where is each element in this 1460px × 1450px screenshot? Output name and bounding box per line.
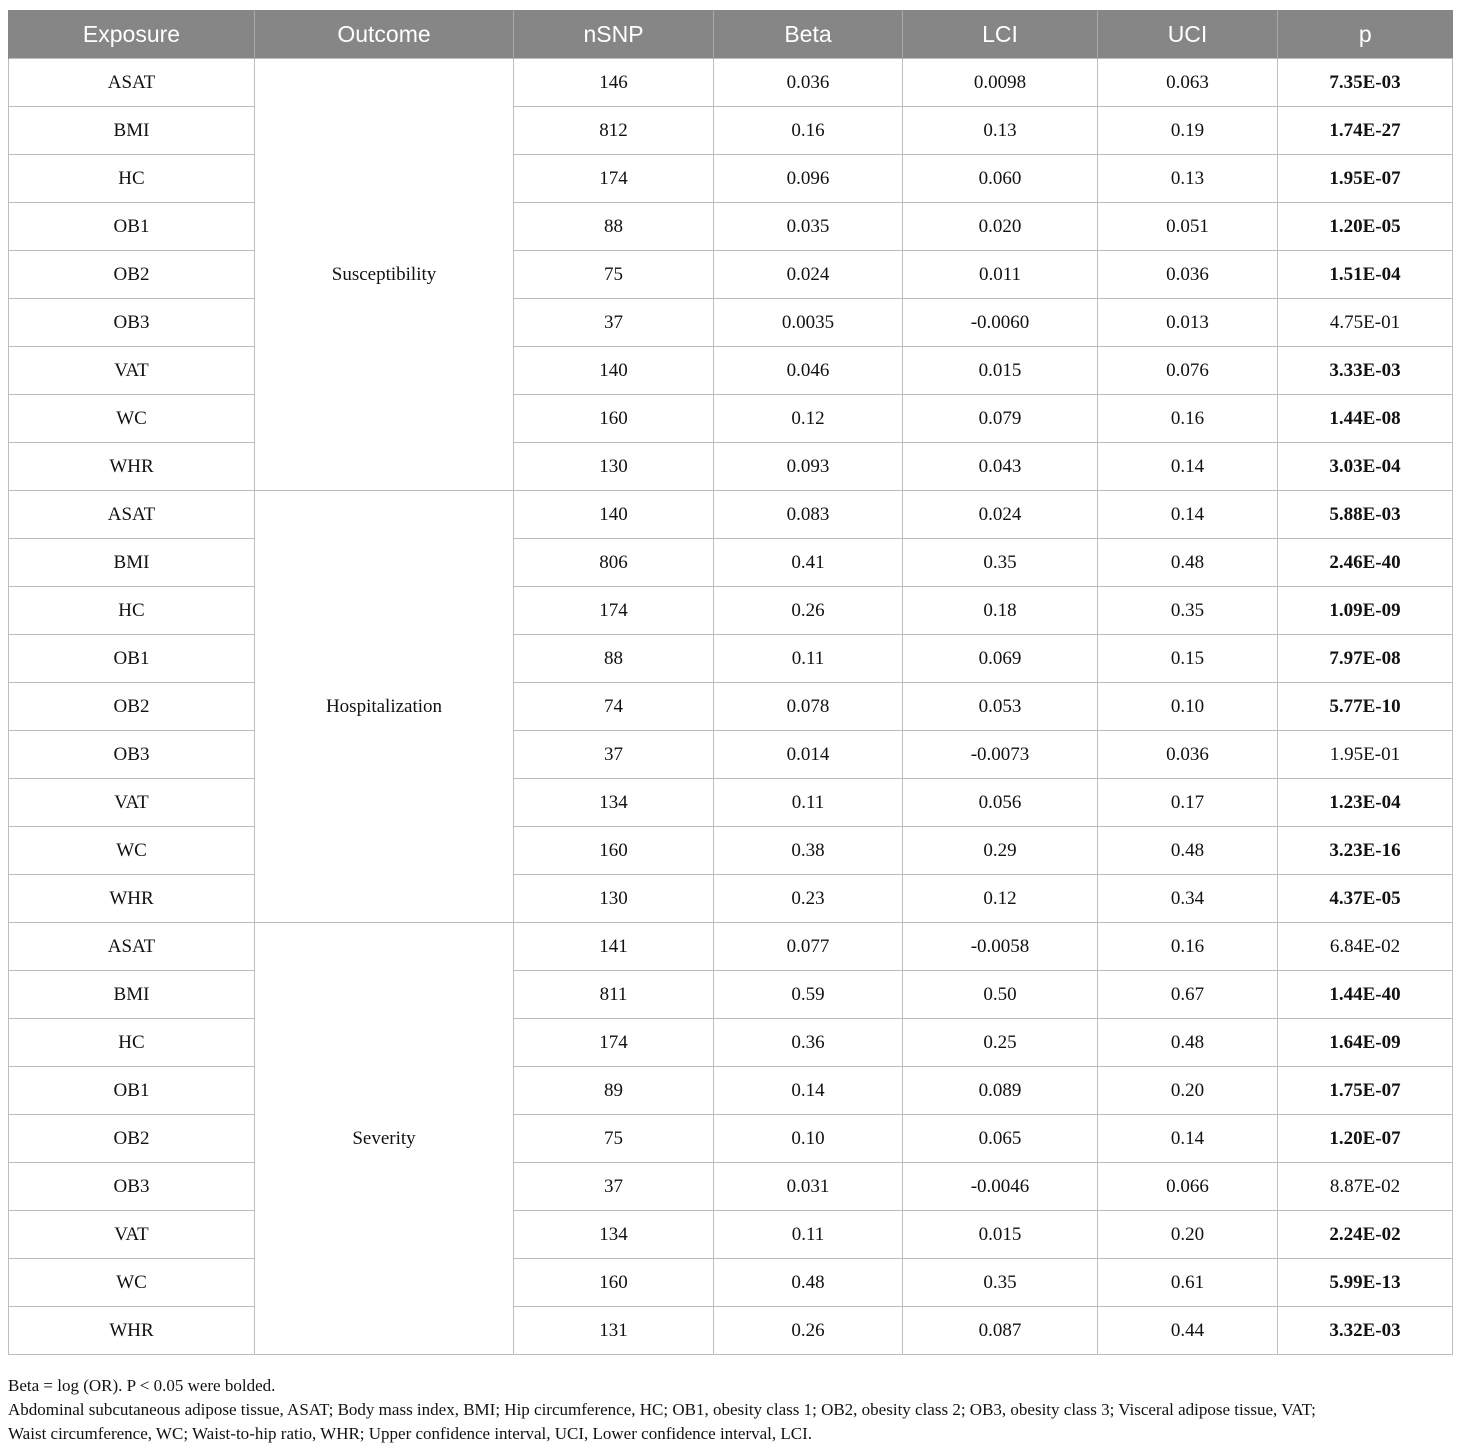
nsnp-cell: 140 [514,347,714,395]
nsnp-cell: 37 [514,1163,714,1211]
lci-cell: 0.043 [903,443,1098,491]
beta-cell: 0.41 [714,539,903,587]
nsnp-cell: 146 [514,59,714,107]
exposure-cell: HC [9,155,255,203]
p-value-cell: 1.23E-04 [1278,779,1453,827]
table-row [9,971,1453,1019]
p-value-cell: 1.74E-27 [1278,107,1453,155]
header-nsnp: nSNP [514,10,714,59]
uci-cell: 0.066 [1098,1163,1278,1211]
lci-cell: -0.0058 [903,923,1098,971]
beta-cell: 0.093 [714,443,903,491]
uci-cell: 0.14 [1098,443,1278,491]
table-row [9,347,1453,395]
nsnp-cell: 812 [514,107,714,155]
uci-cell: 0.076 [1098,347,1278,395]
beta-cell: 0.59 [714,971,903,1019]
p-value-cell: 1.20E-05 [1278,203,1453,251]
nsnp-cell: 134 [514,1211,714,1259]
p-value-cell: 5.99E-13 [1278,1259,1453,1307]
nsnp-cell: 130 [514,875,714,923]
nsnp-cell: 160 [514,395,714,443]
p-value-cell: 3.03E-04 [1278,443,1453,491]
table-row [9,107,1453,155]
table-row [9,59,1453,107]
uci-cell: 0.16 [1098,395,1278,443]
table-row [9,443,1453,491]
exposure-cell: BMI [9,539,255,587]
nsnp-cell: 131 [514,1307,714,1355]
lci-cell: 0.0098 [903,59,1098,107]
uci-cell: 0.61 [1098,1259,1278,1307]
exposure-cell: WHR [9,875,255,923]
nsnp-cell: 174 [514,1019,714,1067]
exposure-cell: VAT [9,1211,255,1259]
p-value-cell: 5.88E-03 [1278,491,1453,539]
uci-cell: 0.14 [1098,1115,1278,1163]
nsnp-cell: 89 [514,1067,714,1115]
uci-cell: 0.13 [1098,155,1278,203]
p-value-cell: 4.75E-01 [1278,299,1453,347]
nsnp-cell: 37 [514,731,714,779]
table-row [9,779,1453,827]
beta-cell: 0.10 [714,1115,903,1163]
table-row [9,1259,1453,1307]
p-value-cell: 3.33E-03 [1278,347,1453,395]
p-value-cell: 1.51E-04 [1278,251,1453,299]
uci-cell: 0.35 [1098,587,1278,635]
uci-cell: 0.17 [1098,779,1278,827]
exposure-cell: OB2 [9,251,255,299]
table-row [9,395,1453,443]
beta-cell: 0.11 [714,779,903,827]
footnote-line-1: Beta = log (OR). P < 0.05 were bolded. [8,1376,276,1395]
uci-cell: 0.10 [1098,683,1278,731]
beta-cell: 0.48 [714,1259,903,1307]
table-row [9,251,1453,299]
lci-cell: 0.060 [903,155,1098,203]
table-row [9,203,1453,251]
uci-cell: 0.16 [1098,923,1278,971]
lci-cell: 0.024 [903,491,1098,539]
p-value-cell: 6.84E-02 [1278,923,1453,971]
lci-cell: -0.0046 [903,1163,1098,1211]
header-beta: Beta [714,10,903,59]
results-table-container [8,10,1452,1355]
exposure-cell: WC [9,395,255,443]
beta-cell: 0.096 [714,155,903,203]
table-row [9,155,1453,203]
table-row [9,587,1453,635]
lci-cell: 0.089 [903,1067,1098,1115]
lci-cell: 0.053 [903,683,1098,731]
table-row [9,875,1453,923]
p-value-cell: 1.95E-01 [1278,731,1453,779]
lci-cell: 0.29 [903,827,1098,875]
uci-cell: 0.20 [1098,1211,1278,1259]
p-value-cell: 1.44E-08 [1278,395,1453,443]
exposure-cell: ASAT [9,59,255,107]
lci-cell: 0.011 [903,251,1098,299]
exposure-cell: BMI [9,971,255,1019]
beta-cell: 0.031 [714,1163,903,1211]
header-row [9,10,1453,59]
table-row [9,299,1453,347]
exposure-cell: OB3 [9,299,255,347]
beta-cell: 0.38 [714,827,903,875]
beta-cell: 0.036 [714,59,903,107]
exposure-cell: OB1 [9,203,255,251]
uci-cell: 0.063 [1098,59,1278,107]
lci-cell: 0.015 [903,347,1098,395]
beta-cell: 0.26 [714,587,903,635]
lci-cell: 0.35 [903,539,1098,587]
lci-cell: 0.020 [903,203,1098,251]
lci-cell: 0.18 [903,587,1098,635]
lci-cell: 0.079 [903,395,1098,443]
beta-cell: 0.035 [714,203,903,251]
lci-cell: 0.065 [903,1115,1098,1163]
table-row [9,731,1453,779]
beta-cell: 0.26 [714,1307,903,1355]
beta-cell: 0.11 [714,1211,903,1259]
lci-cell: 0.087 [903,1307,1098,1355]
exposure-cell: WHR [9,443,255,491]
beta-cell: 0.23 [714,875,903,923]
table-header [9,10,1453,59]
nsnp-cell: 88 [514,203,714,251]
nsnp-cell: 75 [514,1115,714,1163]
p-value-cell: 1.09E-09 [1278,587,1453,635]
p-value-cell: 1.20E-07 [1278,1115,1453,1163]
nsnp-cell: 74 [514,683,714,731]
beta-cell: 0.078 [714,683,903,731]
exposure-cell: OB3 [9,731,255,779]
table-row [9,827,1453,875]
table-row [9,491,1453,539]
nsnp-cell: 160 [514,1259,714,1307]
results-table [8,10,1453,1355]
table-row [9,1019,1453,1067]
footnote-line-3: Waist circumference, WC; Waist-to-hip ratio, WHR; Upper confidence interval, UCI, Lower confidence interval, LCI. [8,1424,813,1443]
table-footnotes [8,1374,1458,1446]
uci-cell: 0.036 [1098,731,1278,779]
lci-cell: 0.50 [903,971,1098,1019]
nsnp-cell: 130 [514,443,714,491]
lci-cell: 0.35 [903,1259,1098,1307]
beta-cell: 0.14 [714,1067,903,1115]
uci-cell: 0.67 [1098,971,1278,1019]
exposure-cell: WHR [9,1307,255,1355]
lci-cell: 0.13 [903,107,1098,155]
beta-cell: 0.0035 [714,299,903,347]
p-value-cell: 1.64E-09 [1278,1019,1453,1067]
table-row [9,539,1453,587]
exposure-cell: OB2 [9,683,255,731]
nsnp-cell: 174 [514,155,714,203]
nsnp-cell: 134 [514,779,714,827]
beta-cell: 0.16 [714,107,903,155]
uci-cell: 0.48 [1098,827,1278,875]
table-row [9,1163,1453,1211]
table-row [9,1115,1453,1163]
nsnp-cell: 806 [514,539,714,587]
nsnp-cell: 140 [514,491,714,539]
lci-cell: -0.0060 [903,299,1098,347]
p-value-cell: 3.23E-16 [1278,827,1453,875]
exposure-cell: HC [9,1019,255,1067]
p-value-cell: 1.44E-40 [1278,971,1453,1019]
nsnp-cell: 88 [514,635,714,683]
nsnp-cell: 75 [514,251,714,299]
beta-cell: 0.36 [714,1019,903,1067]
uci-cell: 0.20 [1098,1067,1278,1115]
lci-cell: 0.056 [903,779,1098,827]
p-value-cell: 7.35E-03 [1278,59,1453,107]
table-row [9,1067,1453,1115]
header-outcome: Outcome [255,10,514,59]
lci-cell: 0.25 [903,1019,1098,1067]
outcome-group-cell: Hospitalization [255,491,514,923]
p-value-cell: 1.95E-07 [1278,155,1453,203]
lci-cell: 0.12 [903,875,1098,923]
uci-cell: 0.34 [1098,875,1278,923]
uci-cell: 0.48 [1098,1019,1278,1067]
beta-cell: 0.083 [714,491,903,539]
p-value-cell: 2.24E-02 [1278,1211,1453,1259]
uci-cell: 0.013 [1098,299,1278,347]
p-value-cell: 1.75E-07 [1278,1067,1453,1115]
uci-cell: 0.14 [1098,491,1278,539]
outcome-group-cell: Severity [255,923,514,1355]
exposure-cell: BMI [9,107,255,155]
table-body [9,59,1453,1355]
uci-cell: 0.48 [1098,539,1278,587]
beta-cell: 0.12 [714,395,903,443]
p-value-cell: 5.77E-10 [1278,683,1453,731]
nsnp-cell: 160 [514,827,714,875]
lci-cell: 0.069 [903,635,1098,683]
beta-cell: 0.11 [714,635,903,683]
header-uci: UCI [1098,10,1278,59]
header-lci: LCI [903,10,1098,59]
uci-cell: 0.19 [1098,107,1278,155]
exposure-cell: HC [9,587,255,635]
header-exposure: Exposure [9,10,255,59]
lci-cell: 0.015 [903,1211,1098,1259]
beta-cell: 0.014 [714,731,903,779]
uci-cell: 0.036 [1098,251,1278,299]
beta-cell: 0.046 [714,347,903,395]
beta-cell: 0.024 [714,251,903,299]
nsnp-cell: 174 [514,587,714,635]
nsnp-cell: 37 [514,299,714,347]
exposure-cell: VAT [9,779,255,827]
header-p: p [1278,10,1453,59]
exposure-cell: WC [9,1259,255,1307]
nsnp-cell: 141 [514,923,714,971]
table-row [9,1307,1453,1355]
exposure-cell: ASAT [9,923,255,971]
exposure-cell: WC [9,827,255,875]
table-row [9,683,1453,731]
nsnp-cell: 811 [514,971,714,1019]
p-value-cell: 4.37E-05 [1278,875,1453,923]
lci-cell: -0.0073 [903,731,1098,779]
beta-cell: 0.077 [714,923,903,971]
uci-cell: 0.051 [1098,203,1278,251]
table-row [9,923,1453,971]
p-value-cell: 2.46E-40 [1278,539,1453,587]
exposure-cell: OB1 [9,635,255,683]
p-value-cell: 3.32E-03 [1278,1307,1453,1355]
p-value-cell: 7.97E-08 [1278,635,1453,683]
exposure-cell: OB1 [9,1067,255,1115]
exposure-cell: VAT [9,347,255,395]
exposure-cell: ASAT [9,491,255,539]
exposure-cell: OB3 [9,1163,255,1211]
table-row [9,1211,1453,1259]
table-row [9,635,1453,683]
footnote-line-2: Abdominal subcutaneous adipose tissue, ASAT; Body mass index, BMI; Hip circumference, HC; OB1, obesity class 1; OB2, obesity class 2; OB3, obesity class 3; Visceral adipose tissue, VAT; [8,1400,1316,1419]
uci-cell: 0.15 [1098,635,1278,683]
p-value-cell: 8.87E-02 [1278,1163,1453,1211]
uci-cell: 0.44 [1098,1307,1278,1355]
exposure-cell: OB2 [9,1115,255,1163]
outcome-group-cell: Susceptibility [255,59,514,491]
